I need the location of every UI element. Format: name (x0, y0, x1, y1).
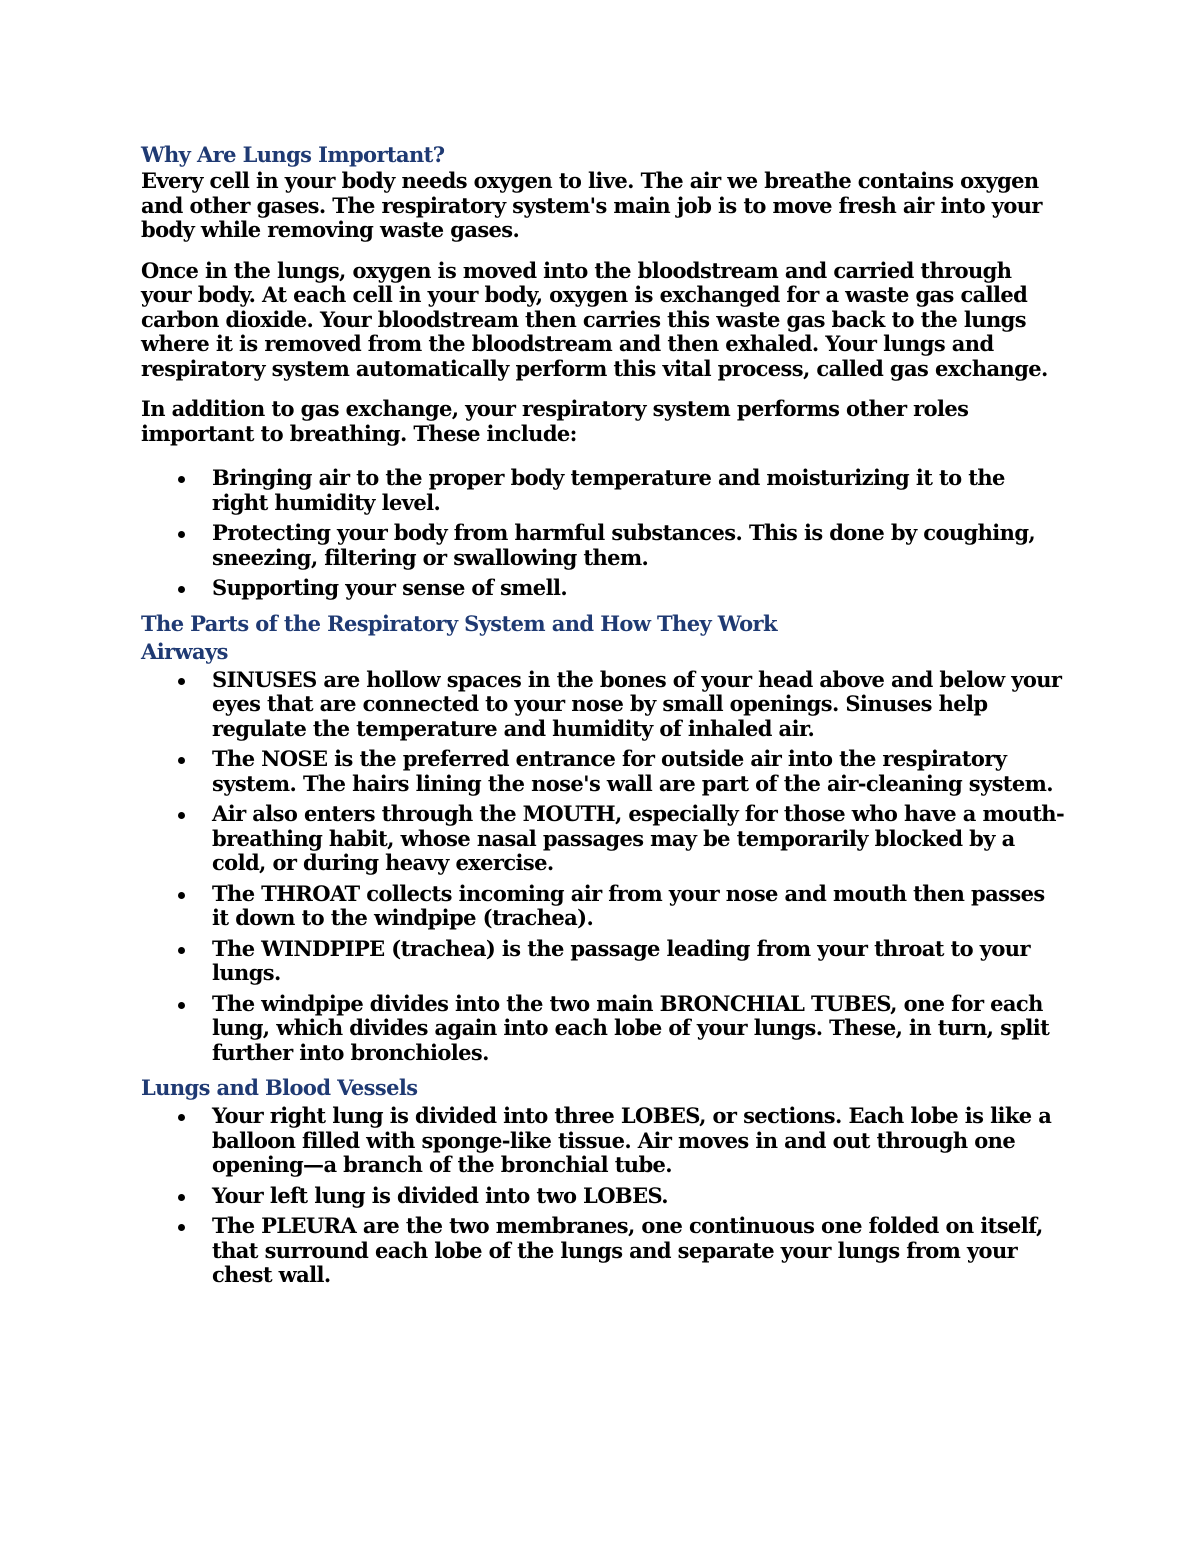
roles-list (141, 466, 1066, 601)
list-item (212, 992, 1066, 1066)
bullet-icon (178, 476, 185, 483)
bullet-icon (178, 1002, 185, 1009)
list-item (212, 521, 1066, 570)
list-item-text: Air also enters through the MOUTH, especially for those who have a mouth-breathing habit, whose nasal passages may be temporarily blocked by a cold, or during heavy exercise. (212, 801, 1065, 875)
list-item (212, 1214, 1066, 1288)
heading-airways: Airways (141, 638, 228, 664)
paragraph-oxygen-need: Every cell in your body needs oxygen to live. The air we breathe contains oxygen and other gases. The respiratory system's main job is to move fresh air into your body while removing waste gases. (141, 168, 1042, 242)
list-item (212, 466, 1066, 515)
list-item-text: Bringing air to the proper body temperature and moisturizing it to the right humidity level. (212, 465, 1005, 515)
list-item-text: The PLEURA are the two membranes, one continuous one folded on itself, that surround each lobe of the lungs and separate your lungs from your chest wall. (212, 1213, 1043, 1287)
list-item-text: Your left lung is divided into two LOBES. (212, 1182, 669, 1208)
list-item (212, 882, 1066, 931)
heading-lungs-blood-vessels: Lungs and Blood Vessels (141, 1075, 418, 1100)
bullet-icon (178, 1224, 185, 1231)
list-item (212, 937, 1066, 986)
paragraph-other-roles: In addition to gas exchange, your respiratory system performs other roles important to breathing. These include: (141, 396, 969, 446)
heading-why-lungs-important: Why Are Lungs Important? (141, 142, 445, 167)
list-item-text: The THROAT collects incoming air from your nose and mouth then passes it down to the windpipe (trachea). (212, 880, 1045, 930)
bullet-icon (178, 1194, 185, 1201)
bullet-icon (178, 947, 185, 954)
list-item-text: Protecting your body from harmful substances. This is done by coughing, sneezing, filtering or swallowing them. (212, 520, 1036, 570)
bullet-icon (178, 531, 185, 538)
list-item-text: The WINDPIPE (trachea) is the passage leading from your throat to your lungs. (212, 935, 1030, 985)
lungs-list (141, 1104, 1066, 1288)
list-item-text: Supporting your sense of smell. (212, 575, 568, 600)
bullet-icon (178, 1114, 185, 1121)
airways-list (141, 668, 1066, 1066)
bullet-icon (178, 586, 185, 593)
paragraph-gas-exchange: Once in the lungs, oxygen is moved into the bloodstream and carried through your body. At each cell in your body, oxygen is exchanged for a waste gas called carbon dioxide. Your bloodstream then carries this waste gas back to the lungs where it is removed from the bloodstream and then exhaled. Your lungs and respiratory system automatically perform this vital process, called gas exchange. (141, 257, 1048, 381)
list-item-text: Your right lung is divided into three LOBES, or sections. Each lobe is like a balloon filled with sponge-like tissue. Air moves in and out through one opening—a branch of the bronchial tube. (212, 1103, 1052, 1177)
bullet-icon (178, 892, 185, 899)
heading-parts-respiratory-system: The Parts of the Respiratory System and How They Work (141, 610, 777, 636)
document-page (141, 141, 1066, 1294)
list-item (212, 1184, 1066, 1209)
list-item-text: The NOSE is the preferred entrance for outside air into the respiratory system. The hairs lining the nose's wall are part of the air-cleaning system. (212, 746, 1053, 796)
list-item-text: SINUSES are hollow spaces in the bones of your head above and below your eyes that are connected to your nose by small openings. Sinuses help regulate the temperature and humidity of inhaled air. (212, 666, 1062, 741)
list-item (212, 747, 1066, 796)
bullet-icon (178, 757, 185, 764)
list-item (212, 668, 1066, 742)
list-item (212, 802, 1066, 876)
bullet-icon (178, 812, 185, 819)
list-item (212, 1104, 1066, 1178)
list-item (212, 576, 1066, 601)
list-item-text: The windpipe divides into the two main BRONCHIAL TUBES, one for each lung, which divides again into each lobe of your lungs. These, in turn, split further into bronchioles. (212, 990, 1050, 1065)
bullet-icon (178, 678, 185, 685)
